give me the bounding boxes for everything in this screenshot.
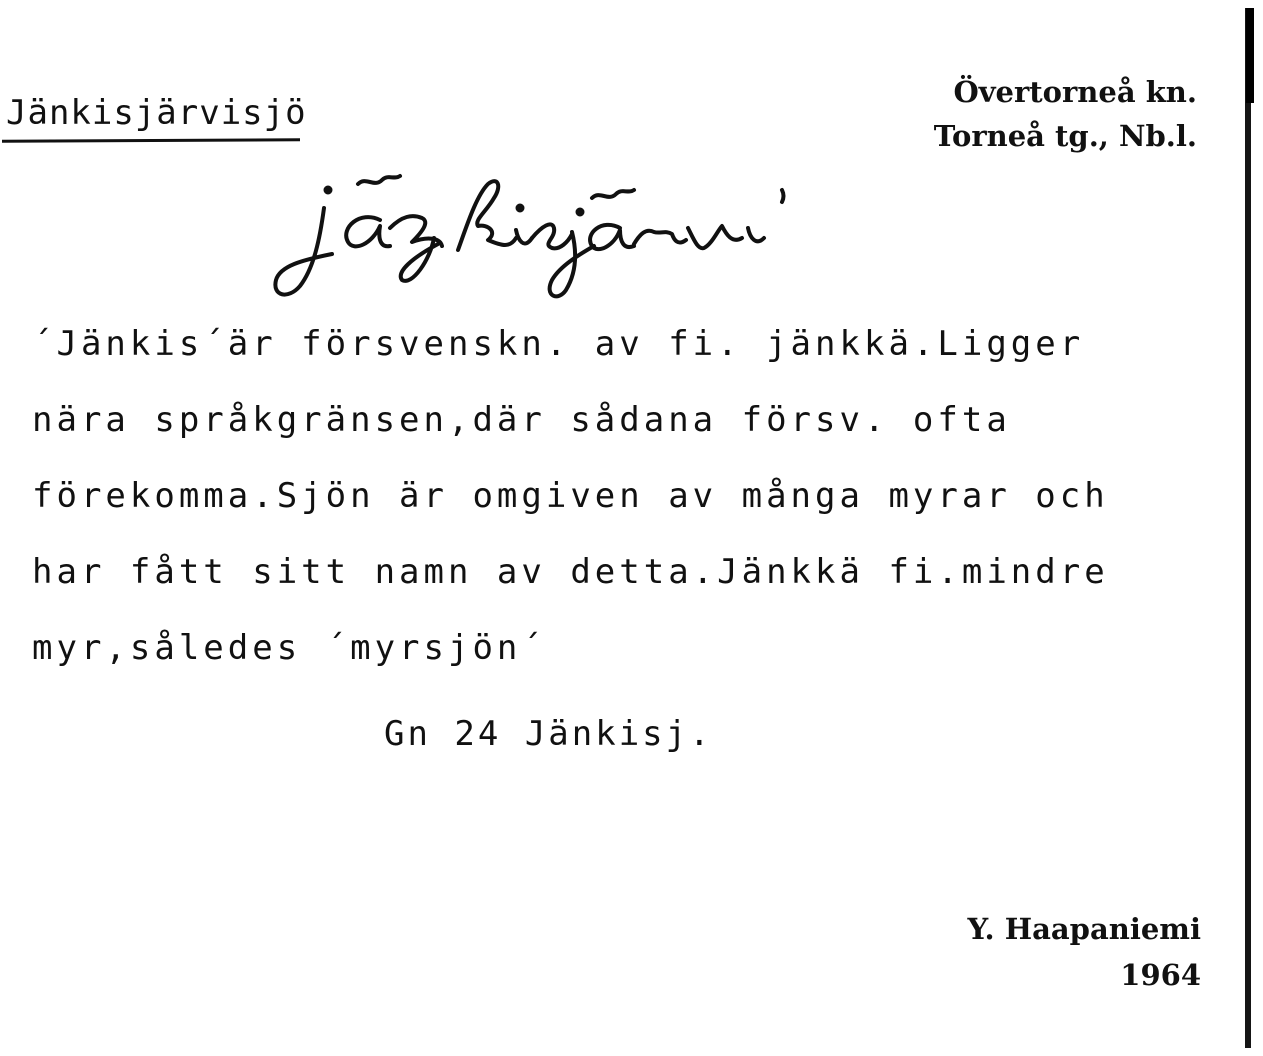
year: 1964	[1120, 958, 1201, 992]
description-text	[32, 306, 1109, 686]
card-edge-shadow	[1245, 8, 1251, 1048]
region-block	[934, 70, 1197, 158]
description-line: har fått sitt namn av detta.Jänkkä fi.mindre	[32, 552, 1109, 592]
description-line: ´Jänkis´är försvenskn. av fi. jänkkä.Ligger	[32, 324, 1085, 364]
author-name: Y. Haapaniemi	[967, 912, 1201, 946]
signature-block	[968, 906, 1201, 998]
headword: Jänkisjärvisjö	[6, 93, 307, 133]
description-line: förekomma.Sjön är omgiven av många myrar och	[32, 476, 1109, 516]
map-reference: Gn 24 Jänkisj.	[384, 714, 713, 754]
municipality: Övertorneå kn.	[953, 75, 1197, 109]
description-line: nära språkgränsen,där sådana försv. ofta	[32, 400, 1011, 440]
description-line: myr,således ´myrsjön´	[32, 628, 546, 668]
card-edge-shadow-top	[1246, 8, 1254, 103]
district: Torneå tg., Nb.l.	[933, 119, 1197, 153]
headword-underline	[2, 138, 300, 143]
handwritten-name-form	[262, 168, 842, 308]
